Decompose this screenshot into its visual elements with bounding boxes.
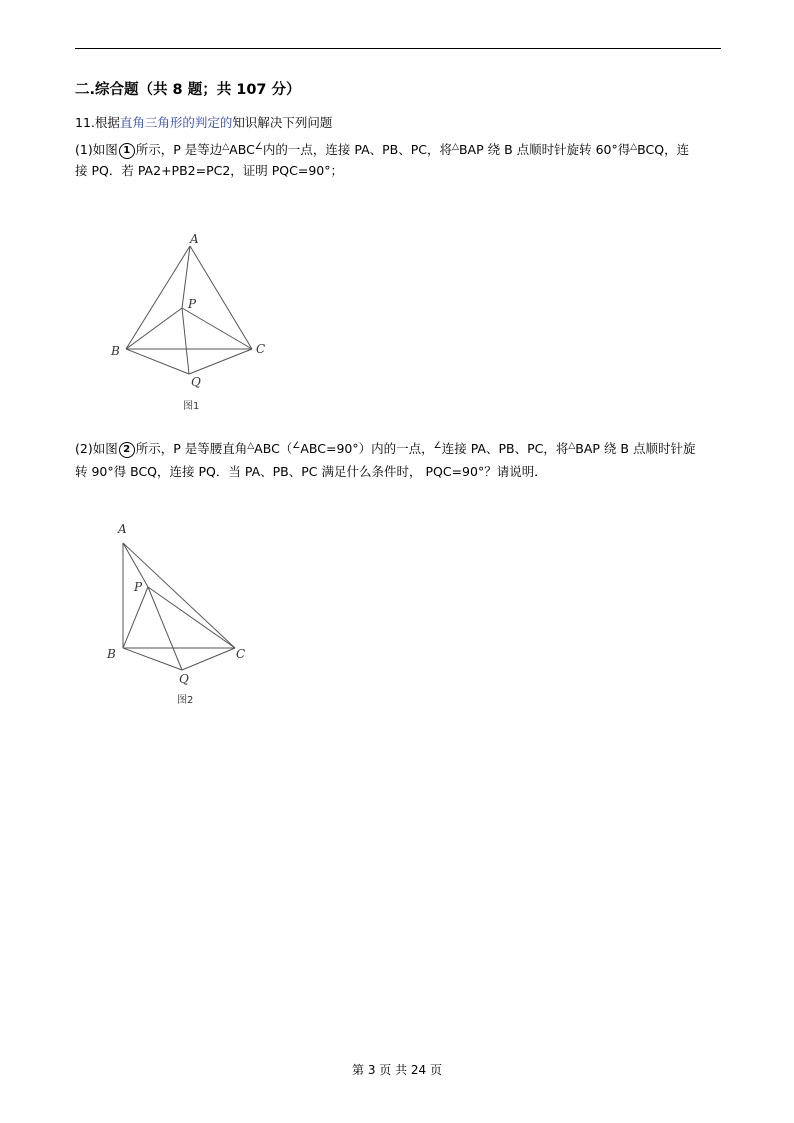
part2-text-a: (2)如图 [75,441,118,456]
part1-text-e: BAP 绕 B 点顺时针旋转 60°得 [458,142,631,157]
part1-text-d: 内的一点，连接 PA、PB、PC，将 [262,142,453,157]
angle-symbol: ∠ [292,441,301,451]
edge-pb [126,308,182,349]
question-number: 11.根据 [75,115,120,130]
part1-text-c: ABC [229,142,255,157]
page-footer: 第 3 页 共 24 页 [352,1063,442,1077]
triangle-symbol: △ [452,142,459,152]
question-stem [75,114,332,132]
header-rule [75,48,721,49]
label-b: B [107,647,116,661]
label-c: C [256,342,266,356]
label-p: P [188,297,197,311]
label-q: Q [191,375,201,389]
angle-symbol: ∠ [254,142,263,152]
part2-text-b: 所示，P 是等腰直角 [135,441,248,456]
label-a: A [190,232,199,246]
part2-line1 [75,437,695,458]
triangle-symbol: △ [247,441,255,451]
edge-pc [182,308,252,349]
triangle-symbol: △ [630,142,638,152]
question-stem-suffix: 知识解决下列问题 [232,115,333,130]
part2-text-c: ABC（ [254,441,293,456]
label-c: C [236,647,246,661]
part2-line2: 转 90°得 BCQ，连接 PQ．当 PA、PB、PC 满足什么条件时， PQC=90°？请说明． [75,464,547,479]
edge-cq [189,349,252,374]
edge-ac [123,543,235,648]
part1-text-a: (1)如图 [75,142,118,157]
label-p: P [134,580,143,594]
edge-ac [190,246,252,349]
part1-line2: 接 PQ．若 PA2+PB2=PC2，证明 PQC=90°； [75,163,344,178]
part2-text-f: BAP 绕 B 点顺时针旋 [575,441,696,456]
label-q: Q [179,672,189,686]
part1-text-b: 所示，P 是等边 [135,142,223,157]
figure-1-caption: 图1 [183,401,200,412]
edge-ab [126,246,190,349]
figure-1-diagram [100,228,280,418]
part2-text-d: ABC=90°）内的一点， [300,441,434,456]
circled-number-1: 1 [119,143,135,159]
angle-symbol: ∠ [433,441,442,451]
part1-line1 [75,138,689,159]
edge-cq [182,648,235,670]
part1-text-f: BCQ，连 [637,142,690,157]
edge-pc [148,587,235,648]
label-b: B [111,344,120,358]
circled-number-2: 2 [119,442,135,458]
triangle-symbol: △ [568,441,576,451]
triangle-symbol: △ [222,142,230,152]
figure-2-caption: 图2 [177,695,194,706]
figure-1 [100,228,280,418]
label-a: A [118,522,127,536]
edge-bq [126,349,189,374]
figure-2 [100,515,260,715]
figure-2-diagram [100,515,260,715]
knowledge-link[interactable]: 直角三角形的判定的 [119,115,233,130]
edge-bq [123,648,182,670]
edge-pq [182,308,189,374]
edge-pb [123,587,148,648]
section-title: 二.综合题（共 8 题；共 107 分） [75,82,301,98]
part2-text-e: 连接 PA、PB、PC，将 [441,441,569,456]
